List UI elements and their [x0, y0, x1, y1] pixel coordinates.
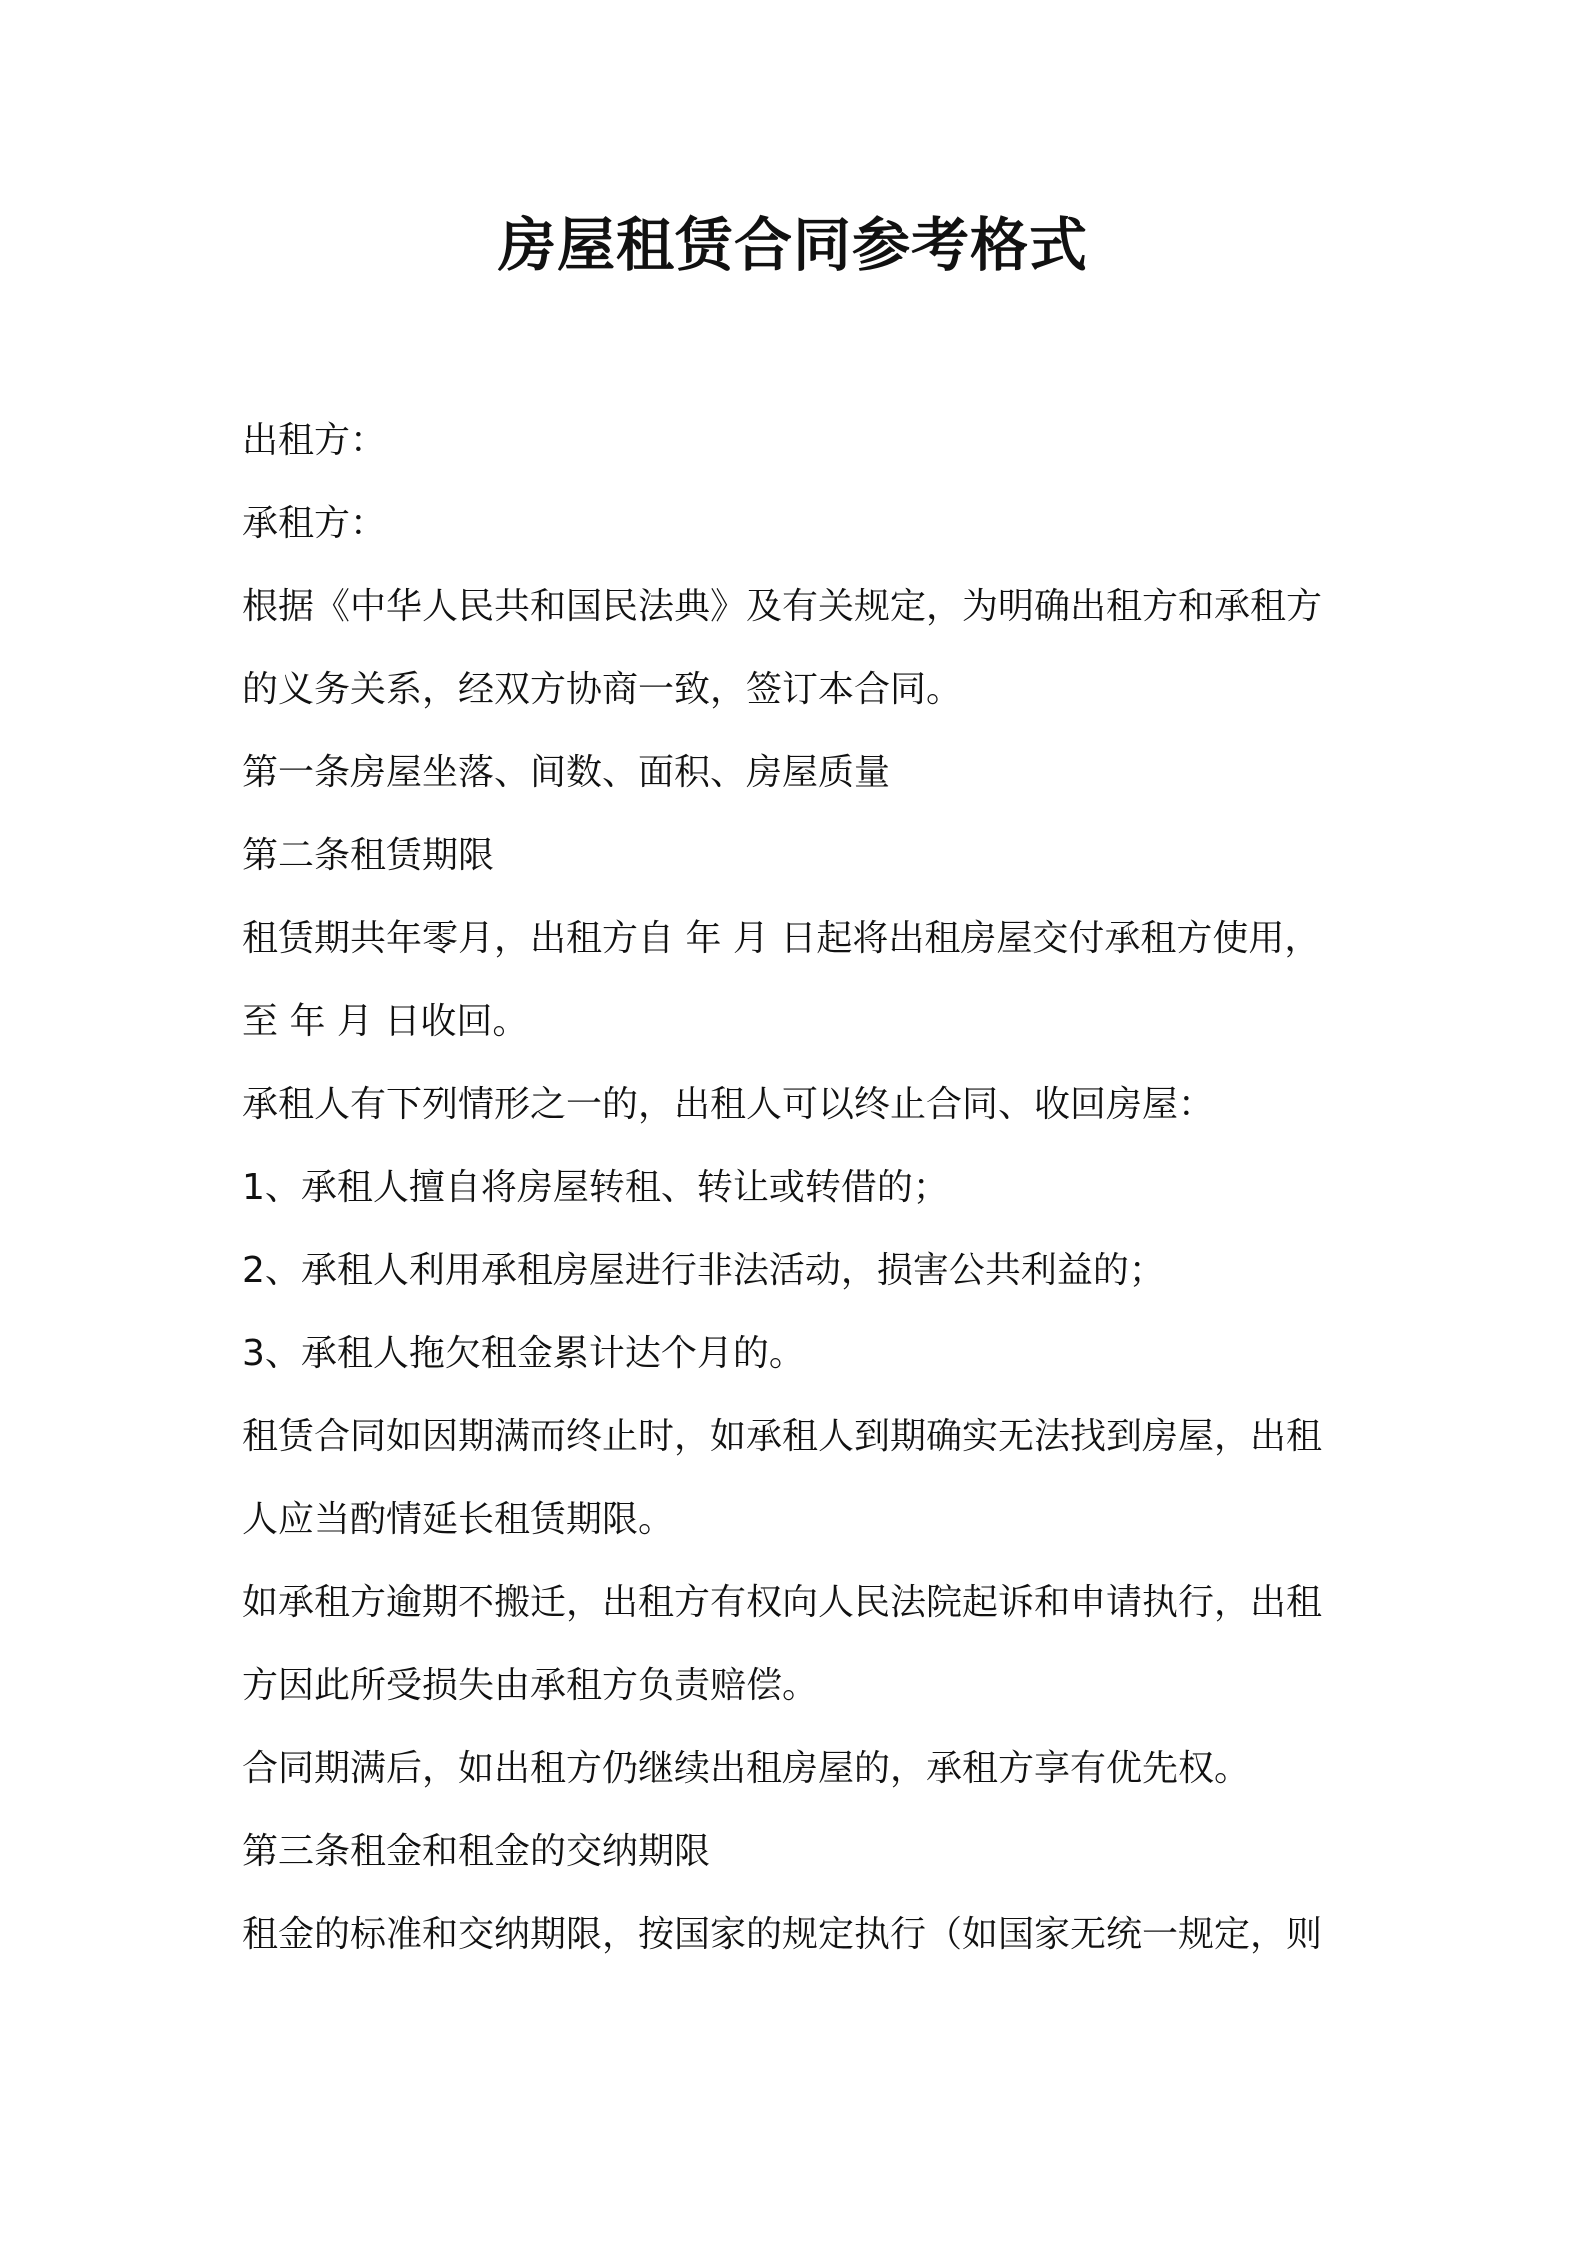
rent-standard-line: 租金的标准和交纳期限，按国家的规定执行（如国家无统一规定，则: [242, 1914, 1323, 1955]
overdue-line-2: 方因此所受损失由承租方负责赔偿。: [242, 1665, 819, 1706]
preamble-line-2: 的义务关系，经双方协商一致，签订本合同。: [242, 669, 963, 710]
article-1-heading: 第一条房屋坐落、间数、面积、房屋质量: [242, 752, 891, 793]
overdue-line-1: 如承租方逾期不搬迁，出租方有权向人民法院起诉和申请执行，出租: [242, 1582, 1323, 1623]
document-body: [242, 399, 1362, 1976]
document-title: 房屋租赁合同参考格式: [497, 211, 1088, 279]
lessor-line: 出租方：: [242, 420, 387, 461]
termination-item-3: 3、承租人拖欠租金累计达个月的。: [242, 1333, 805, 1374]
article-3-heading: 第三条租金和租金的交纳期限: [242, 1831, 711, 1872]
article-2-heading: 第二条租赁期限: [242, 835, 495, 876]
termination-item-1: 1、承租人擅自将房屋转租、转让或转借的；: [242, 1167, 949, 1208]
expiry-line-2: 人应当酌情延长租赁期限。: [242, 1499, 675, 1540]
termination-intro: 承租人有下列情形之一的，出租人可以终止合同、收回房屋：: [242, 1084, 1215, 1125]
expiry-line-1: 租赁合同如因期满而终止时，如承租人到期确实无法找到房屋，出租: [242, 1416, 1323, 1457]
lessee-line: 承租方：: [242, 503, 387, 544]
lease-term-line-1: 租赁期共年零月，出租方自 年 月 日起将出租房屋交付承租方使用，: [242, 918, 1321, 959]
termination-item-2: 2、承租人利用承租房屋进行非法活动，损害公共利益的；: [242, 1250, 1165, 1291]
lease-term-line-2: 至 年 月 日收回。: [242, 1001, 529, 1042]
preamble-line-1: 根据《中华人民共和国民法典》及有关规定，为明确出租方和承租方: [242, 586, 1323, 627]
priority-right-line: 合同期满后，如出租方仍继续出租房屋的，承租方享有优先权。: [242, 1748, 1251, 1789]
